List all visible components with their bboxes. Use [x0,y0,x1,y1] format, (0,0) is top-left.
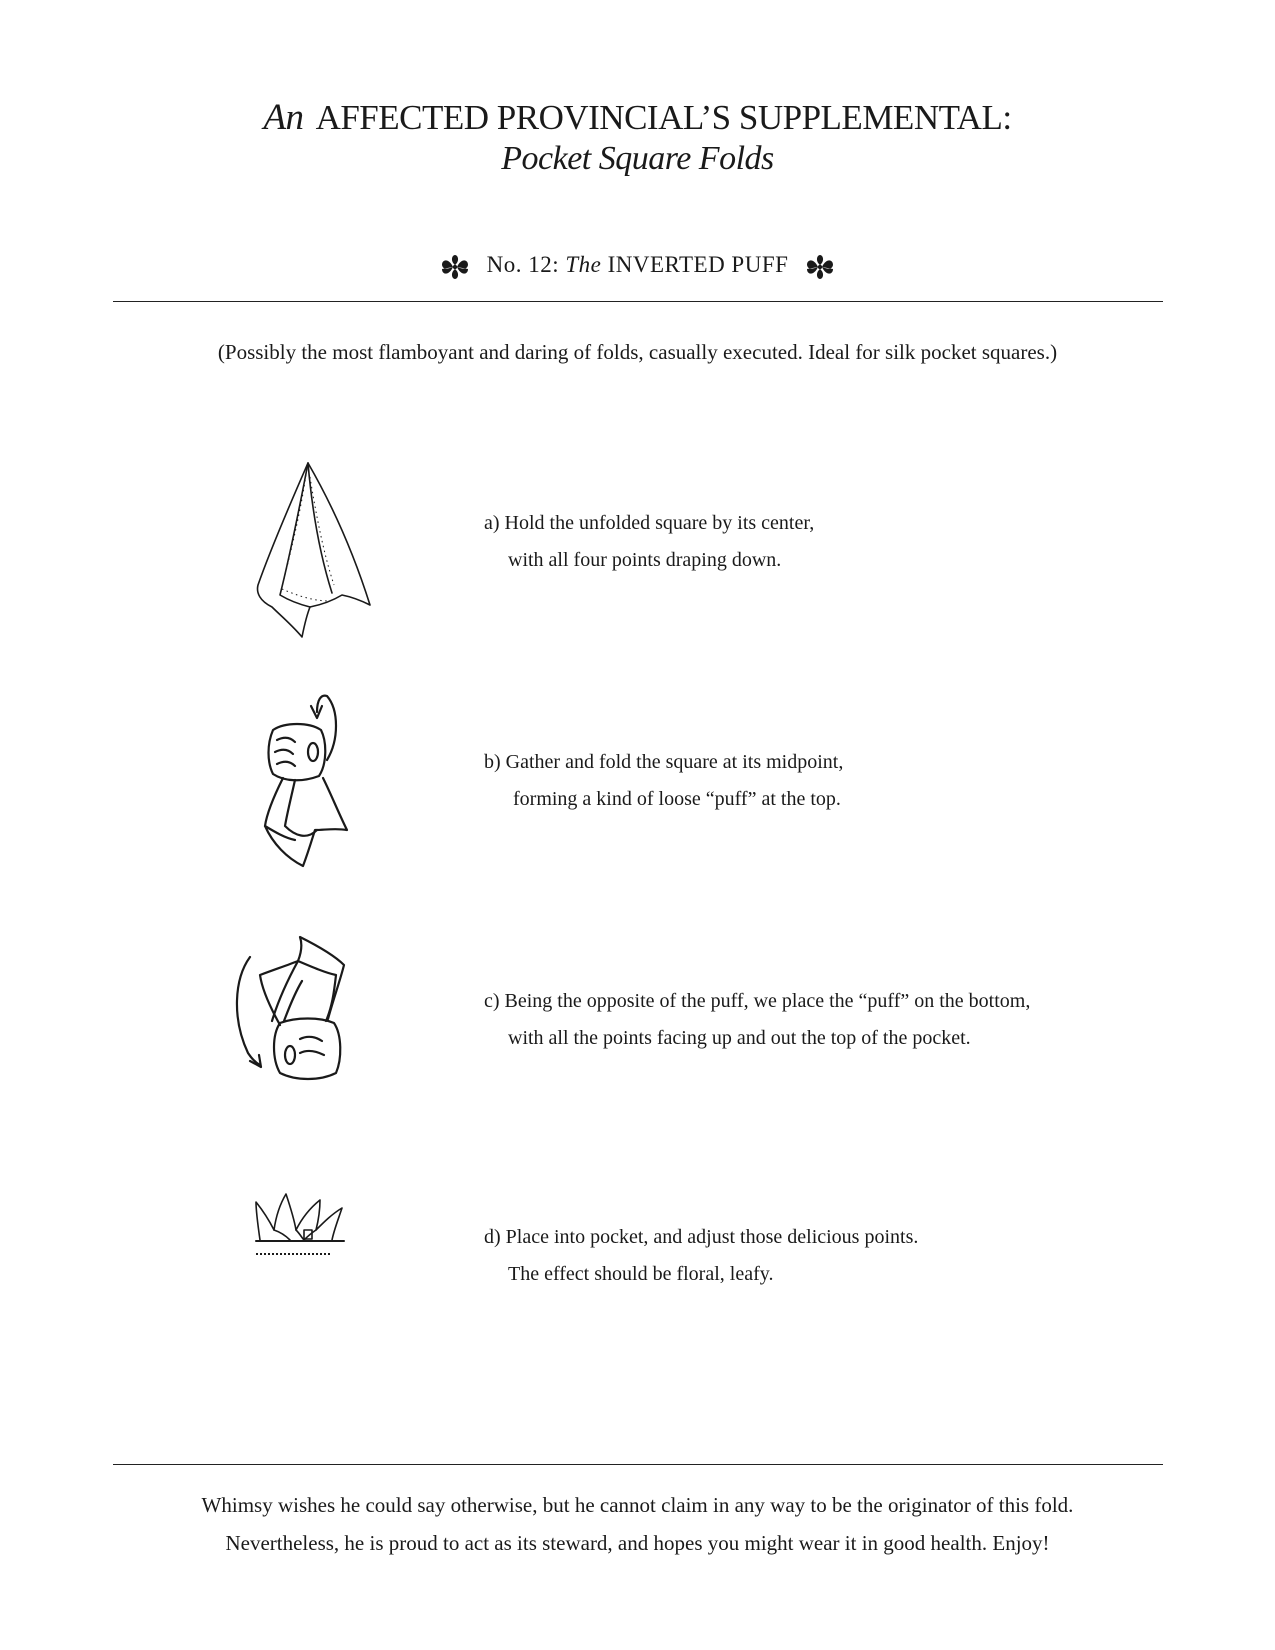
step-b-line2: forming a kind of loose “puff” at the top. [513,788,841,810]
fleuron-icon [805,254,835,280]
step-b [484,744,843,818]
step-a-line2: with all four points draping down. [508,549,782,571]
fold-heading [0,252,1275,280]
fold-article: The [565,252,602,277]
credits-text [0,1486,1275,1562]
top-divider [113,301,1163,302]
step-c-line1: c) Being the opposite of the puff, we place the “puff” on the bottom, [484,990,1031,1012]
step-a [484,505,814,579]
step-c-line2: with all the points facing up and out the top of the pocket. [508,1027,971,1049]
title-main: AFFECTED PROVINCIAL’S SUPPLEMENTAL: [315,98,1012,137]
step-c [484,983,1030,1057]
step-d [484,1219,918,1293]
step-d-line1: d) Place into pocket, and adjust those delicious points. [484,1226,919,1248]
inverted-puff-icon [232,935,367,1085]
step-a-line1: a) Hold the unfolded square by its center, [484,512,815,534]
step-b-line1: b) Gather and fold the square at its midpoint, [484,751,844,773]
credits-line2: Nevertheless, he is proud to act as its steward, and hopes you might wear it in good health. Enjoy! [225,1531,1050,1555]
step-d-line2: The effect should be floral, leafy. [508,1263,774,1285]
draped-square-icon [250,455,380,640]
intro-text: (Possibly the most flamboyant and daring of folds, casually executed. Ideal for silk pocket squares.) [217,340,1058,364]
fleuron-icon [440,254,470,280]
pocket-points-icon [250,1182,350,1267]
page-title [0,96,1275,139]
title-prefix: An [263,97,304,138]
bottom-divider [113,1464,1163,1465]
credits-line1: Whimsy wishes he could say otherwise, but he cannot claim in any way to be the originator of this fold. [201,1493,1074,1517]
fold-number: No. 12: [486,252,560,277]
page-subtitle: Pocket Square Folds [501,140,774,177]
fold-name: INVERTED PUFF [607,252,789,277]
puff-fold-icon [255,690,370,870]
